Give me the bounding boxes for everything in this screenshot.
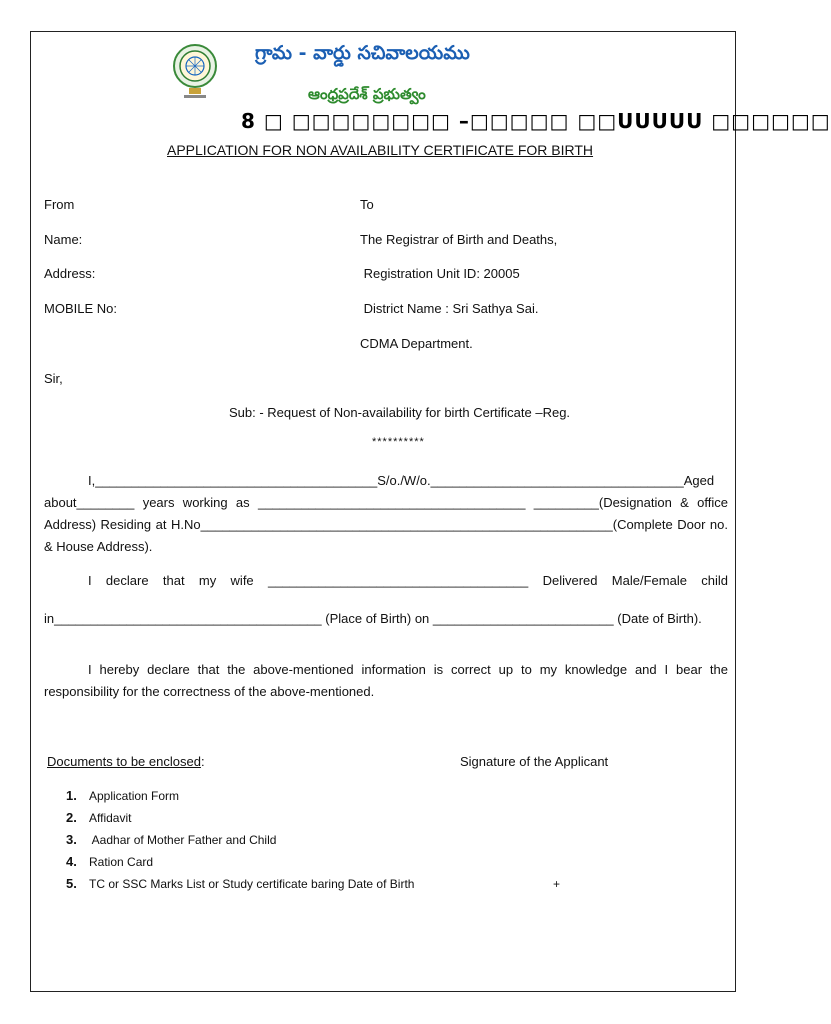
from-heading: From <box>44 197 75 212</box>
documents-heading-text: Documents to be enclosed <box>47 754 201 769</box>
paragraph-3-text: in_____________________________________ (Place of Birth) on _________________________ (Date of Birth). <box>44 611 702 626</box>
document-item-label: TC or SSC Marks List or Study certificate baring Date of Birth <box>89 877 415 891</box>
document-item <box>66 832 414 854</box>
document-item-number: 3. <box>66 832 77 847</box>
document-item <box>66 876 414 898</box>
document-item <box>66 810 414 832</box>
paragraph-1-text: I,_______________________________________S/o./W/o.___________________________________Aged about________ years working as _____________________________________ _________(Designation & office Address) Residing at H.No_________________________________________________________(Complete Door no. & House Address). <box>44 473 728 554</box>
signature-label: Signature of the Applicant <box>460 754 609 769</box>
document-title: APPLICATION FOR NON AVAILABILITY CERTIFICATE FOR BIRTH <box>167 142 594 158</box>
paragraph-4-text: I hereby declare that the above-mentioned information is correct up to my knowledge and I bear the responsibility for the correctness of the above-mentioned. <box>44 662 728 699</box>
header-telugu-title: గ్రామ - వార్డు సచివాలయము <box>255 42 470 64</box>
document-item-number: 1. <box>66 788 77 803</box>
header-telugu-subtitle: ఆంధ్రప్రదేశ్ ప్రభుత్వం <box>308 85 426 103</box>
name-label: Name: <box>44 232 83 247</box>
document-item-label: Affidavit <box>89 811 132 825</box>
declaration-paragraph-3 <box>44 608 728 630</box>
declaration-paragraph-2 <box>44 570 728 592</box>
declaration-paragraph-1 <box>44 470 728 558</box>
header-garbled-line: 8 □ □□□□□□□□ –□□□□□ □□UUUUU □□□□□□ <box>241 109 831 133</box>
document-item <box>66 788 414 810</box>
registration-unit-line: Registration Unit ID: 20005 <box>360 266 520 281</box>
address-label: Address: <box>44 266 96 281</box>
documents-heading <box>47 754 205 770</box>
documents-heading-colon: : <box>200 754 205 769</box>
paragraph-2-text: I declare that my wife ____________________________________ Delivered Male/Female child <box>88 573 728 588</box>
to-heading: To <box>360 197 374 212</box>
subject-line: Sub: - Request of Non-availability for birth Certificate –Reg. <box>229 405 571 420</box>
document-item <box>66 854 414 876</box>
department-line: CDMA Department. <box>360 336 473 351</box>
document-item-label: Aadhar of Mother Father and Child <box>89 833 277 847</box>
declaration-paragraph-4 <box>44 659 728 703</box>
plus-mark: + <box>553 877 561 891</box>
district-line: District Name : Sri Sathya Sai. <box>360 301 539 316</box>
separator-stars: ********** <box>372 436 425 448</box>
document-item-label: Ration Card <box>89 855 154 869</box>
document-item-label: Application Form <box>89 789 180 803</box>
documents-list <box>66 788 414 898</box>
mobile-label: MOBILE No: <box>44 301 117 316</box>
registrar-line: The Registrar of Birth and Deaths, <box>360 232 558 247</box>
document-item-number: 2. <box>66 810 77 825</box>
document-item-number: 5. <box>66 876 77 891</box>
document-item-number: 4. <box>66 854 77 869</box>
ap-emblem-logo <box>172 41 218 101</box>
salutation: Sir, <box>44 371 63 386</box>
